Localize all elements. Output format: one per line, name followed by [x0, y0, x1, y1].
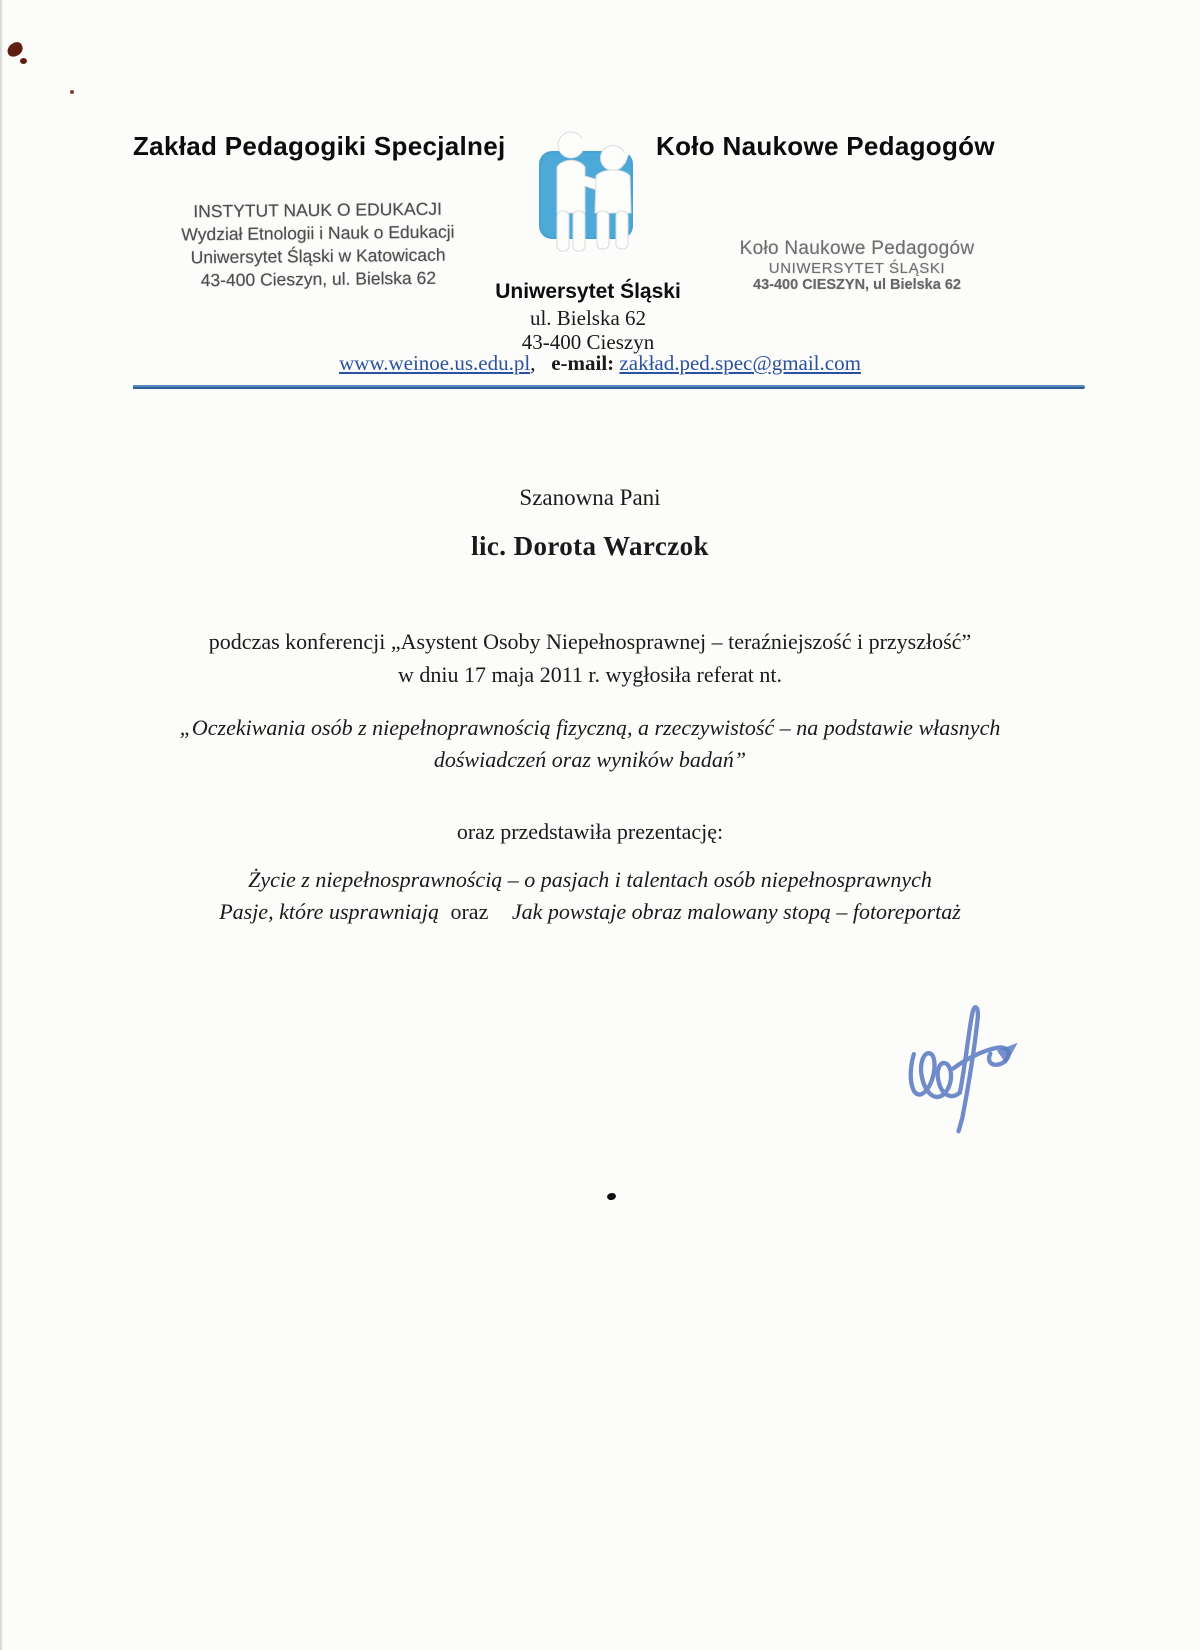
- email-label: e-mail:: [551, 351, 615, 375]
- contact-line: [100, 351, 1100, 376]
- recipient-name: lic. Dorota Warczok: [471, 531, 709, 561]
- stamp-line: Uniwersytet Śląski w Katowicach: [190, 244, 446, 268]
- signature-scribble-icon: [903, 998, 1028, 1142]
- lecture-title-line-2: doświadczeń oraz wyników badań”: [433, 747, 747, 772]
- presentation-title-2: [90, 899, 1090, 925]
- ink-speck: [70, 90, 74, 94]
- handwritten-signature: [903, 998, 1028, 1142]
- science-club-title: Koło Naukowe Pedagogów: [656, 131, 995, 161]
- presentation-intro: oraz przedstawiła prezentację:: [456, 819, 724, 844]
- separator: ,: [530, 351, 536, 375]
- science-club-stamp: [738, 238, 976, 294]
- conference-line-1: podczas konferencji „Asystent Osoby Niepełnosprawnej – teraźniejszość i przyszłość”: [208, 629, 972, 654]
- university-name: Uniwersytet Śląski: [495, 280, 681, 303]
- address-city: 43-400 Cieszyn: [521, 330, 655, 354]
- stray-dot: [606, 1192, 616, 1201]
- stamp-line: 43-400 Cieszyn, ul. Bielska 62: [200, 267, 437, 291]
- ink-speck: [20, 58, 27, 64]
- email-link[interactable]: zakład.ped.spec@gmail.com: [619, 351, 861, 375]
- two-people-icon: [527, 125, 647, 265]
- header-divider: [133, 385, 1085, 389]
- department-title: Zakład Pedagogiki Specjalnej: [133, 131, 506, 161]
- stamp-line: Koło Naukowe Pedagogów: [739, 238, 975, 259]
- university-logo: [527, 125, 647, 265]
- lecture-title-line-1: „Oczekiwania osób z niepełnoprawnością fizyczną, a rzeczywistość – na podstawie własnych: [179, 715, 1001, 740]
- scan-edge-artifact: [0, 0, 3, 1650]
- stamp-line: UNIWERSYTET ŚLĄSKI: [768, 260, 946, 277]
- address-street: ul. Bielska 62: [529, 306, 647, 330]
- presentation-title-1: Życie z niepełnosprawnością – o pasjach i talentach osób niepełnosprawnych: [248, 867, 932, 892]
- conjunction: oraz: [450, 899, 489, 924]
- stamp-line: INSTYTUT NAUK O EDUKACJI: [193, 198, 443, 222]
- institute-stamp: [178, 198, 459, 293]
- ink-speck: [5, 40, 25, 59]
- salutation: Szanowna Pani: [519, 485, 661, 510]
- stamp-line: 43-400 CIESZYN, ul Bielska 62: [753, 277, 961, 293]
- presentation-title-2a: Pasje, które usprawniają: [219, 899, 439, 924]
- conference-line-2: w dniu 17 maja 2011 r. wygłosiła referat nt.: [397, 662, 783, 687]
- presentation-title-2b: Jak powstaje obraz malowany stopą – fotoreportaż: [511, 899, 961, 924]
- website-link[interactable]: www.weinoe.us.edu.pl: [339, 351, 531, 375]
- stamp-line: Wydział Etnologii i Nauk o Edukacji: [181, 221, 455, 245]
